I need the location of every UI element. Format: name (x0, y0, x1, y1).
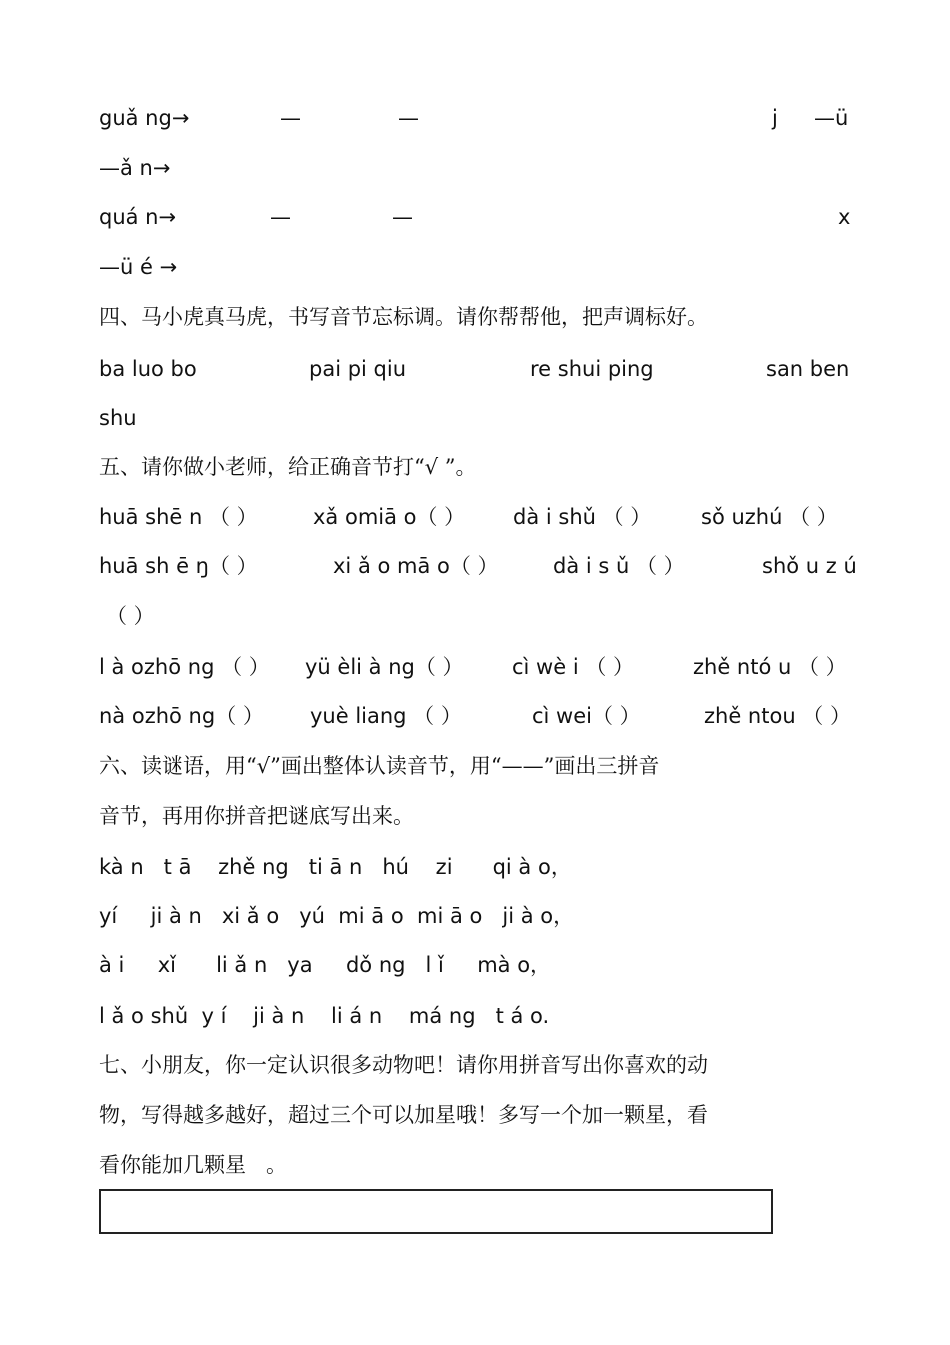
pinyin-item: ba luo bo (99, 357, 197, 381)
choice-item: cì wè i （ ） (512, 655, 635, 679)
riddle-line-1: kà n t ā zhě ng ti ā n hú zi qi à o， (99, 855, 572, 879)
choice-item: zhě ntou （ ） (704, 704, 851, 728)
section-6-title: 六、读谜语，用“√”画出整体认读音节，用“——”画出三拼音 (99, 754, 660, 778)
pinyin-item: pai pi qiu (309, 357, 407, 381)
section-4-wrap (0, 400, 950, 436)
syllable-text: guǎ ng→ (99, 106, 190, 130)
initial-letter: x (838, 205, 851, 229)
section-5-title: 五、请你做小老师，给正确音节打“√ ”。 (99, 455, 477, 479)
dash-mark: — (398, 106, 419, 130)
choice-item: zhě ntó u （ ） (693, 655, 847, 679)
dash-mark: — (270, 205, 291, 229)
s3-line-3 (0, 199, 950, 235)
section-7-title-end: 看你能加几颗星 。 (99, 1153, 288, 1177)
s3-line-1 (0, 100, 950, 136)
section-4-title: 四、马小虎真马虎，书写音节忘标调。请你帮帮他，把声调标好。 (99, 305, 708, 329)
choice-item: dà i s ǔ （ ） (553, 554, 685, 578)
section-5-row-1 (0, 499, 950, 535)
riddle-line-2: yí ji à n xi ǎ o yú mi ā o mi ā o ji à o， (99, 904, 575, 928)
dash-mark: — (392, 205, 413, 229)
pinyin-item: shu (99, 406, 137, 430)
section-5-row-3 (0, 649, 950, 685)
choice-item: huā sh ē ŋ（ ） (99, 554, 258, 578)
choice-item: xi ǎ o mā o（ ） (333, 554, 499, 578)
riddle-line-4: l ǎ o shǔ y í ji à n li á n má ng t á o. (99, 1004, 550, 1028)
choice-item: nà ozhō ng（ ） (99, 704, 264, 728)
dash-mark: —ü (814, 106, 849, 130)
riddle-line-3: à i xǐ li ǎ n ya dǒ ng l ǐ mà o， (99, 953, 552, 977)
dash-mark: — (280, 106, 301, 130)
section-5-row-2 (0, 548, 950, 584)
choice-item: cì wei（ ） (532, 704, 641, 728)
choice-item: xǎ omiā o（ ） (313, 505, 466, 529)
section-7-title-cont: 物，写得越多越好，超过三个可以加星哦！多写一个加一颗星，看 (99, 1103, 708, 1127)
pinyin-item: san ben (766, 357, 850, 381)
choice-item: yü èli à ng（ ） (305, 655, 464, 679)
choice-item: yuè liang （ ） (310, 704, 462, 728)
section-5-row-4 (0, 698, 950, 734)
choice-item: huā shē n （ ） (99, 505, 258, 529)
initial-letter: j (772, 106, 778, 130)
syllable-text: —ü é → (99, 255, 178, 279)
section-7-title: 七、小朋友，你一定认识很多动物吧！请你用拼音写出你喜欢的动 (99, 1053, 708, 1077)
s3-line-2 (0, 150, 950, 186)
choice-item: l à ozhō ng （ ） (99, 655, 270, 679)
section-4-items (0, 351, 950, 387)
section-6-title-cont: 音节，再用你拼音把谜底写出来。 (99, 804, 414, 828)
s3-line-4 (0, 249, 950, 285)
section-5-row-2-wrap (0, 598, 950, 634)
answer-box[interactable] (99, 1189, 773, 1234)
syllable-text: quá n→ (99, 205, 177, 229)
choice-item: dà i shǔ （ ） (513, 505, 652, 529)
answer-parens: （ ） (106, 604, 155, 628)
syllable-text: —ǎ n→ (99, 156, 171, 180)
pinyin-item: re shui ping (530, 357, 654, 381)
choice-item: shǒ u z ú (762, 554, 857, 578)
choice-item: sǒ uzhú （ ） (701, 505, 838, 529)
